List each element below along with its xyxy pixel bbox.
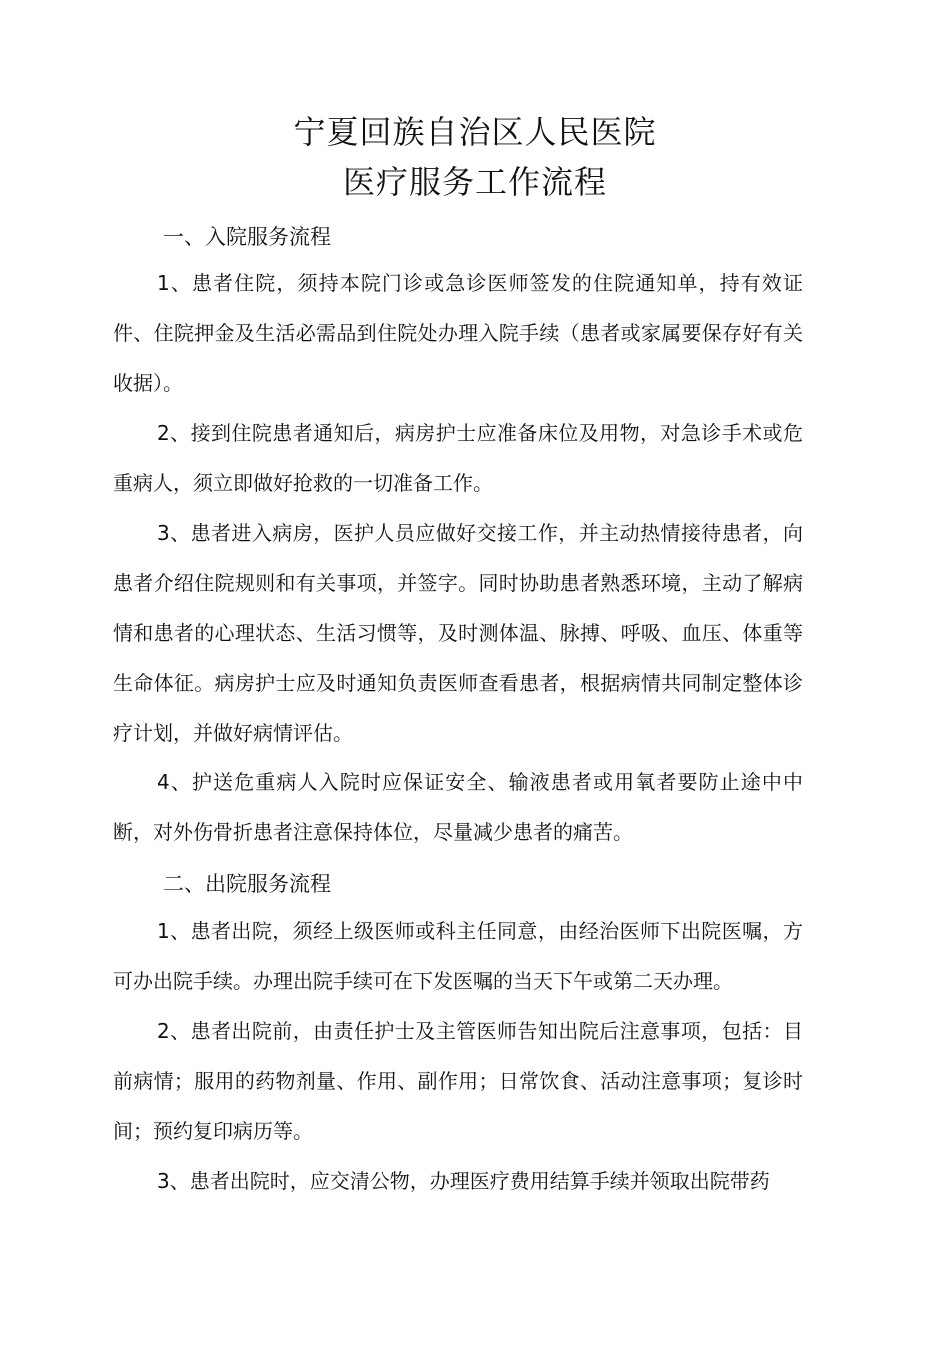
section1-heading: 一、入院服务流程 [163, 225, 331, 249]
section1-item-3: 3、患者进入病房，医护人员应做好交接工作，并主动热情接待患者，向患者介绍住院规则和有关事项，并签字。同时协助患者熟悉环境，主动了解病情和患者的心理状态、生活习惯等，及时测体温、脉搏、呼吸、血压、体重等生命体征。病房护士应及时通知负责医师查看患者，根据病情共同制定整体诊疗计划，并做好病情评估。 [113, 521, 803, 745]
section1-item-2: 2、接到住院患者通知后，病房护士应准备床位及用物，对急诊手术或危重病人，须立即做好抢救的一切准备工作。 [113, 421, 803, 495]
section1-item-4: 4、护送危重病人入院时应保证安全、输液患者或用氧者要防止途中中断，对外伤骨折患者注意保持体位，尽量减少患者的痛苦。 [113, 770, 803, 844]
document-title-line1: 宁夏回族自治区人民医院 [293, 113, 657, 151]
section2-heading: 二、出院服务流程 [163, 872, 331, 896]
section2-item-1: 1、患者出院，须经上级医师或科主任同意，由经治医师下出院医嘱，方可办出院手续。办理出院手续可在下发医嘱的当天下午或第二天办理。 [113, 919, 803, 993]
section1-item-1: 1、患者住院，须持本院门诊或急诊医师签发的住院通知单，持有效证件、住院押金及生活必需品到住院处办理入院手续（患者或家属要保存好有关收据）。 [113, 271, 803, 395]
document-title-line2: 医疗服务工作流程 [342, 163, 607, 201]
section2-item-2: 2、患者出院前，由责任护士及主管医师告知出院后注意事项，包括：目前病情；服用的药物剂量、作用、副作用；日常饮食、活动注意事项；复诊时间；预约复印病历等。 [113, 1019, 803, 1143]
section2-item-3: 3、患者出院时，应交清公物，办理医疗费用结算手续并领取出院带药 [157, 1169, 770, 1193]
